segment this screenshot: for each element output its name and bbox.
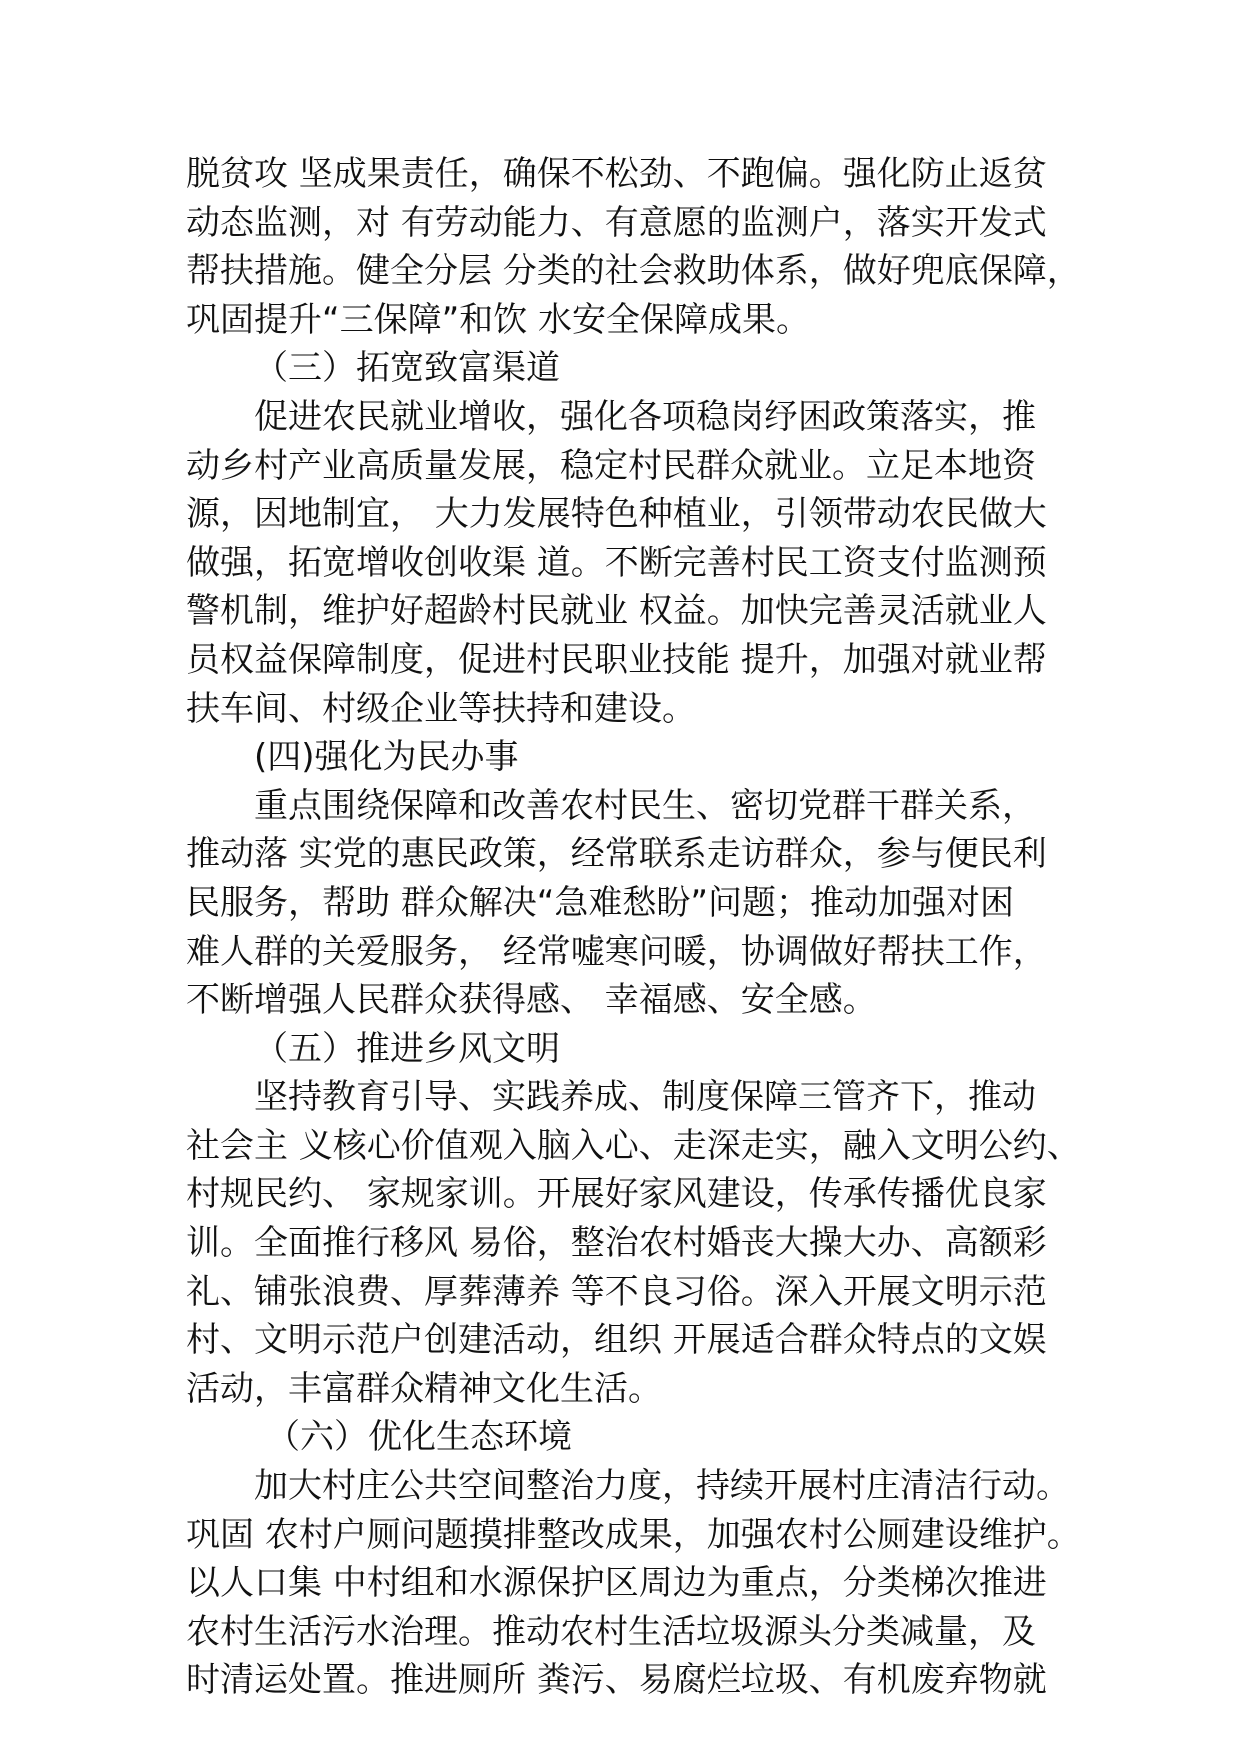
body-line: 警机制，维护好超龄村民就业 权益。加快完善灵活就业人 — [186, 591, 1047, 632]
body-line: 扶车间、村级企业等扶持和建设。 — [186, 688, 696, 729]
body-line: 礼、铺张浪费、厚葬薄养 等不良习俗。深入开展文明示范 — [186, 1271, 1047, 1312]
body-line: 动态监测，对 有劳动能力、有意愿的监测户，落实开发式 — [186, 202, 1047, 243]
body-line: 巩固提升“三保障”和饮 水安全保障成果。 — [186, 299, 811, 340]
body-line: 难人群的关爱服务， 经常嘘寒问暖，协调做好帮扶工作， — [186, 931, 1047, 972]
body-line: 加大村庄公共空间整治力度，持续开展村庄清洁行动。 — [254, 1466, 1070, 1507]
body-line: 村规民约、 家规家训。开展好家风建设，传承传播优良家 — [186, 1174, 1047, 1215]
body-line: 帮扶措施。健全分层 分类的社会救助体系，做好兜底保障， — [186, 251, 1081, 292]
section-heading: （三）拓宽致富渠道 — [254, 348, 560, 389]
body-line: 不断增强人民群众获得感、 幸福感、安全感。 — [186, 980, 877, 1021]
section-heading: (四)强化为民办事 — [254, 737, 519, 778]
body-line: 促进农民就业增收，强化各项稳岗纾困政策落实，推 — [254, 396, 1036, 437]
body-line: 巩固 农村户厕问题摸排整改成果，加强农村公厕建设维护。 — [186, 1514, 1081, 1555]
body-line: 推动落 实党的惠民政策，经常联系走访群众，参与便民利 — [186, 834, 1047, 875]
body-line: 脱贫攻 坚成果责任，确保不松劲、不跑偏。强化防止返贫 — [186, 154, 1047, 194]
body-line: 动乡村产业高质量发展，稳定村民群众就业。立足本地资 — [186, 445, 1036, 486]
section-heading: （六）优化生态环境 — [266, 1417, 572, 1458]
body-line: 员权益保障制度，促进村民职业技能 提升，加强对就业帮 — [186, 639, 1047, 680]
body-line: 重点围绕保障和改善农村民生、密切党群干群关系， — [254, 785, 1036, 826]
body-line: 坚持教育引导、实践养成、制度保障三管齐下，推动 — [254, 1077, 1036, 1118]
body-line: 做强，拓宽增收创收渠 道。不断完善村民工资支付监测预 — [186, 542, 1047, 583]
body-line: 民服务，帮助 群众解决“急难愁盼”问题；推动加强对困 — [186, 882, 1015, 923]
body-line: 时清运处置。推进厕所 粪污、易腐烂垃圾、有机废弃物就 — [186, 1660, 1047, 1701]
body-line: 活动，丰富群众精神文化生活。 — [186, 1368, 662, 1409]
body-line: 源，因地制宜， 大力发展特色种植业，引领带动农民做大 — [186, 494, 1047, 535]
body-line: 社会主 义核心价值观入脑入心、走深走实，融入文明公约、 — [186, 1125, 1081, 1166]
section-heading: （五）推进乡风文明 — [254, 1028, 560, 1069]
body-line: 以人口集 中村组和水源保护区周边为重点，分类梯次推进 — [186, 1563, 1047, 1604]
body-line: 训。全面推行移风 易俗，整治农村婚丧大操大办、高额彩 — [186, 1223, 1047, 1264]
body-line: 村、文明示范户创建活动，组织 开展适合群众特点的文娱 — [186, 1320, 1047, 1361]
body-line: 农村生活污水治理。推动农村生活垃圾源头分类减量，及 — [186, 1611, 1036, 1652]
document-body — [186, 150, 1086, 1705]
